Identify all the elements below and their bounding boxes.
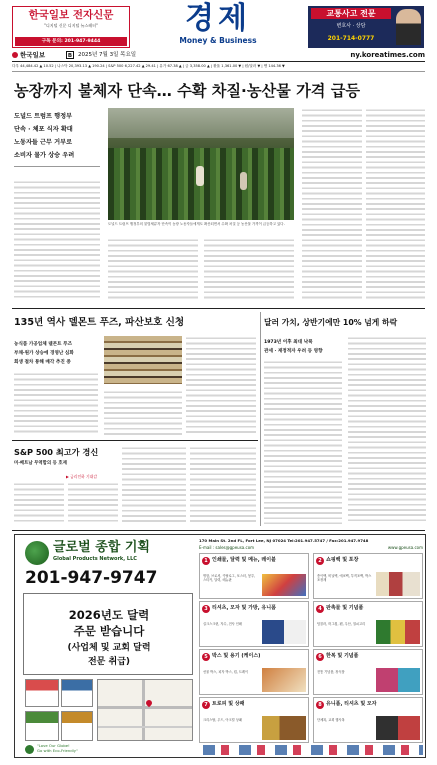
ad-epaper-phone: 구독 문의: 201-947-9444 (15, 37, 127, 46)
cell-sub: 크리스탈, 우드, 아크릴 상패 (203, 718, 242, 722)
paper-title: 경제 (185, 1, 251, 36)
cell-sub: 선물 박스, 피자 박스, 컵, 트레이 (203, 670, 249, 674)
ticker-rule (12, 71, 425, 72)
dollar-headline[interactable]: 달러 가치, 상반기에만 10% 넘게 하락 (264, 318, 398, 327)
section-rule-3 (12, 530, 425, 531)
promo-line: 2026년도 달력 (68, 608, 150, 622)
calendar-sample (25, 711, 59, 741)
logo-mark (12, 52, 18, 58)
top-story-body-col2 (108, 238, 198, 300)
product-grid (199, 553, 423, 743)
deck-line: 관세 · 재정적자 우려 등 영향 (264, 349, 323, 354)
sp500-body-col2 (68, 482, 118, 524)
market-ticker: 다우 44,484.42 ▲ 10.52 | 나스닥 20,393.13 ▲ 190.24 | S&P 500 6,227.42 ▲ 29.41 | 유가 67.38 ▲ | 금 3,358.00 ▲ | 환율 1,361.00 ▼ | 원/달러 ▼ | 엔 144.36 ▼ (12, 64, 285, 68)
eco-slogan-1: "Love Our Globe! (37, 743, 70, 748)
cell-image (262, 620, 306, 644)
promo-line: (사업체 및 교회 달력 (67, 643, 151, 653)
worker-figure (240, 172, 247, 190)
cell-number: 4 (316, 605, 324, 613)
ad-lawyer[interactable] (308, 6, 424, 48)
cell-title: 박스 및 용기 (케이스) (212, 653, 261, 659)
gpn-web[interactable]: www.gpeusa.com (387, 545, 423, 550)
top-story-body-col5 (366, 108, 425, 300)
eco-slogan-2: Go with Eco-Friendly" (37, 748, 78, 753)
logo-text: 한국일보 (20, 51, 46, 59)
gpn-phone[interactable]: 201-947-9747 (25, 568, 158, 588)
section-rule-1 (12, 308, 425, 309)
top-story-deck (14, 110, 104, 162)
product-cell-print[interactable] (199, 553, 309, 599)
sp500-body-col4 (190, 446, 256, 524)
product-cell-uniform[interactable] (313, 697, 423, 743)
cell-title: 인쇄물, 달력 및 메뉴, 레이블 (212, 557, 276, 563)
top-story-body-col1 (14, 180, 100, 300)
cell-number: 7 (202, 701, 210, 709)
cell-title: 한복 및 기념품 (326, 653, 359, 659)
calendar-sample (61, 679, 93, 707)
gpn-logo-icon (25, 541, 49, 565)
top-story-headline[interactable]: 농장까지 불체자 단속… 수확 차질·농산물 가격 급등 (14, 82, 361, 100)
cell-number: 3 (202, 605, 210, 613)
dollar-body-col1 (264, 360, 342, 524)
cell-title: 티셔츠, 모자 및 가방, 유니폼 (212, 605, 276, 611)
cell-number: 1 (202, 557, 210, 565)
product-cell-trophy[interactable] (199, 697, 309, 743)
cell-image (376, 620, 420, 644)
column-divider (260, 312, 261, 526)
map-road (142, 680, 145, 741)
ad-epaper-sub: "디지털 신문 디지털 뉴스레터" (44, 23, 98, 28)
cell-sub: 텀블러, 머그컵, 펜, 우산, 열쇠고리 (317, 622, 366, 626)
cell-image (262, 574, 306, 596)
cell-title: 판촉물 및 기념품 (326, 605, 364, 611)
cell-sub: 실크스크린, 자수, 전사 인쇄 (203, 622, 242, 626)
cell-number: 2 (316, 557, 324, 565)
dollar-deck (264, 338, 344, 356)
sp500-side-deck: ▶ 금리인하 기대감 (66, 474, 98, 479)
ad-lawyer-phone: 201-714-0777 (327, 35, 375, 42)
location-map (97, 679, 193, 741)
deck-line: 농식품 가공업체 델몬트 푸즈 (14, 342, 73, 347)
deck-line: 부채·원가 상승에 경영난 심화 (14, 351, 74, 356)
delmonte-headline[interactable]: 135년 역사 델몬트 푸즈, 파산보호 신청 (14, 317, 185, 328)
partner-logo-strip (199, 745, 423, 755)
deck-line: 도널드 트럼프 행정부 (14, 113, 73, 120)
deck-line: 단속 · 체포 식자 확대 (14, 126, 73, 133)
product-cell-apparel[interactable] (199, 601, 309, 647)
gpn-company-kr: 글로벌 종합 기획 (53, 540, 150, 555)
product-cell-promo[interactable] (313, 601, 423, 647)
deck-line: 1973년 이후 최대 낙폭 (264, 340, 313, 345)
cell-image (376, 716, 420, 740)
ad-lawyer-sub: 변호사 · 상담 (336, 23, 366, 29)
gpn-email[interactable]: E-mail : sales@gpeusa.com (199, 545, 255, 550)
sp500-headline[interactable]: S&P 500 최고가 경신 (14, 447, 99, 457)
product-cell-bags[interactable] (313, 553, 423, 599)
map-road (98, 726, 193, 728)
cell-sub: 전통 기념품, 장식품 (317, 670, 345, 674)
product-cell-hanbok[interactable] (313, 649, 423, 695)
gpn-ad[interactable] (14, 534, 426, 758)
delmonte-body-col3 (186, 336, 256, 436)
cell-number: 6 (316, 653, 324, 661)
map-road (98, 706, 193, 709)
top-story-body-col3 (204, 238, 294, 300)
calendar-sample (61, 711, 93, 741)
cell-title: 트로피 및 상패 (212, 701, 245, 707)
dollar-body-col2 (348, 336, 426, 524)
sp500-body-col1 (14, 482, 64, 524)
cell-sub: 종이백, 비닐백, 에코백, 부직포백, 박스 포장재 (317, 574, 372, 583)
farm-photo (108, 108, 294, 220)
section-rule-2 (12, 440, 258, 441)
cell-image (262, 668, 306, 692)
date-line: 2025년 7월 3일 목요일 (78, 52, 137, 58)
greenhouse (108, 108, 294, 138)
promo-line: 전문 취급) (87, 657, 131, 667)
ad-epaper[interactable] (12, 6, 130, 48)
ad-epaper-title: 한국일보 전자신문 (15, 9, 127, 22)
delmonte-body-col1 (14, 372, 98, 436)
top-story-body-col4 (302, 108, 362, 300)
ad-lawyer-title: 교통사고 전문 (311, 8, 391, 19)
cell-image (376, 572, 420, 596)
farm-photo-caption: 도널드 트럼프 행정부의 불법체류자 단속이 농장 노동자들에게도 확산되면서 수확 차질 등 농산물 가격이 급등하고 있다. (108, 222, 285, 226)
paper-subtitle: Money & Business (179, 36, 257, 45)
sp500-deck: 미·베트남 무역합의 등 호재 (14, 461, 67, 466)
deck-line: 노동자들 근무 거부로 (14, 139, 73, 146)
delmonte-deck (14, 340, 106, 367)
website[interactable]: ny.koreatimes.com (350, 51, 425, 59)
cell-sub: 단체복, 교회 행사복 (317, 718, 345, 722)
cell-image (376, 668, 420, 692)
cell-number: 5 (202, 653, 210, 661)
gpn-company-en: Global Products Network, LLC (53, 556, 137, 562)
masthead (0, 0, 437, 62)
delmonte-photo (104, 336, 182, 384)
deck-rule (14, 166, 100, 167)
cell-title: 쇼핑백 및 포장 (326, 557, 359, 563)
cell-sub: 명함, 브로셔, 카탈로그, 포스터, 봉투, 스티커, 달력, 메뉴판 (203, 574, 256, 583)
shelf-rows (104, 336, 182, 384)
lawyer-photo (396, 9, 421, 45)
calendar-promo-card (23, 593, 193, 675)
eco-leaf-icon (25, 745, 34, 754)
product-cell-boxes[interactable] (199, 649, 309, 695)
promo-line: 주문 받습니다 (73, 624, 145, 638)
cell-title: 유니폼, 티셔츠 및 모자 (326, 701, 377, 707)
cell-number: 8 (316, 701, 324, 709)
section-letter: B (67, 53, 73, 59)
deck-line: 회생 절차 통해 매각 추진 중 (14, 360, 71, 365)
gpn-address: 170 Main St. 2nd FL, Fort Lee, NJ 07024 Tel:201.947.5747 / Fax:201.947.9748 (199, 538, 369, 543)
sp500-body-col3 (122, 446, 186, 524)
cell-image (262, 716, 306, 740)
calendar-sample (25, 679, 59, 707)
worker-figure (196, 166, 204, 186)
deck-line: 소비자 물가 상승 우려 (14, 152, 75, 159)
delmonte-body-col2 (104, 390, 182, 436)
